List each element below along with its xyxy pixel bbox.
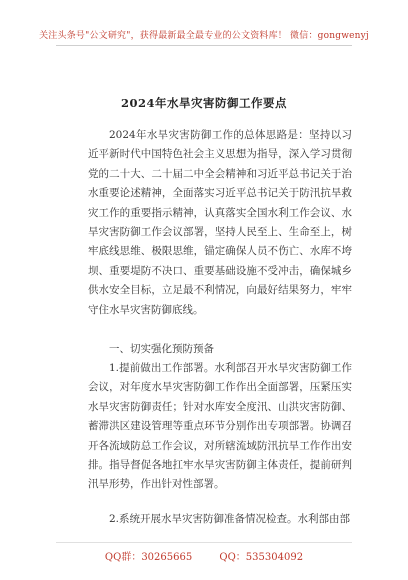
document-title: 2024年水旱灾害防御工作要点 bbox=[120, 96, 287, 110]
paragraph-1: 2024年水旱灾害防御工作的总体思路是：坚持以习近平新时代中国特色社会主义思想为指导，深入学习贯彻党的二十大、二十届二中全会精神和习近平总书记关于治水重要论述精神，全面落实习近平总书记关于防汛抗旱救灾工作的重要指示精神，认真落实全国水利工作会议、水旱灾害防御工作会议部署，坚持人民至上、生命至上，树牢底线思维、极限思维，锚定确保人员不伤亡、水库不垮坝、重要堤防不决口、重要基础设施不受冲击，确保城乡供水安全目标，立足最不利情况，向最好结果努力，牢牢守住水旱灾害防御底线。 bbox=[88, 129, 352, 316]
header-banner: 关注头条号"公文研究"，获得最新最全最专业的公文资料库！ 微信：gongwenyj bbox=[39, 31, 369, 41]
paragraph-2: 1.提前做出工作部署。水利部召开水旱灾害防御工作会议，对年度水旱灾害防御工作作出全面部署，压紧压实水旱灾害防御责任；针对水库安全度汛、山洪灾害防御、蓄滞洪区建设管理等重点环节分别作出专项部署。协调召开各流域防总工作会议，对所辖流域防汛抗旱工作作出安排。指导督促各地扛牢水旱灾害防御主体责任，提前研判汛旱形势，作出针对性部署。 bbox=[88, 362, 352, 491]
footer-qq-number: QQ：535304092 bbox=[219, 552, 304, 563]
footer-contact bbox=[0, 548, 408, 563]
section-heading-1: 一、切实强化预防预备 bbox=[109, 343, 214, 355]
header-divider bbox=[56, 45, 352, 46]
paragraph-3: 2.系统开展水旱灾害防御准备情况检查。水利部由部 bbox=[109, 513, 351, 525]
footer-divider bbox=[56, 542, 352, 543]
footer-qq-group: QQ群：30265665 bbox=[104, 552, 193, 563]
